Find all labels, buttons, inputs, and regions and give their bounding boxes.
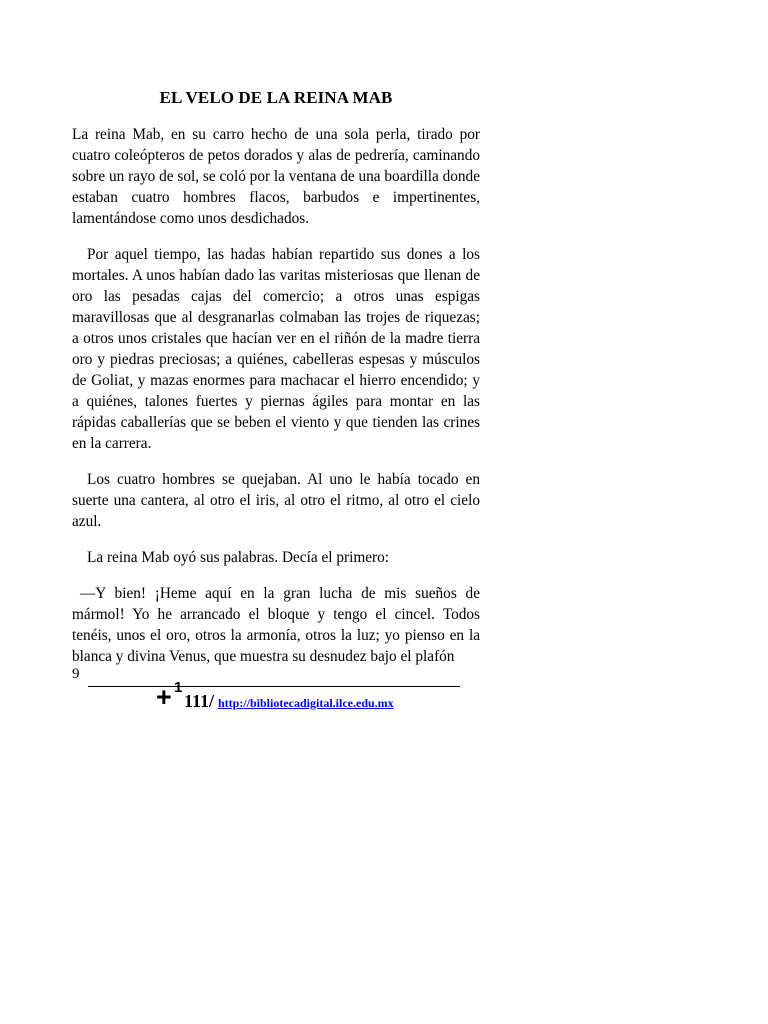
document-body [72, 124, 480, 682]
paragraph-3: Los cuatro hombres se quejaban. Al uno le había tocado en suerte una cantera, al otro el iris, al otro el ritmo, al otro el cielo azul. [72, 471, 480, 530]
publisher-logo-superscript: 1 [174, 679, 183, 696]
publisher-logo-number: 111/ [184, 691, 215, 711]
paragraph-2: Por aquel tiempo, las hadas habían repartido sus dones a los mortales. A unos habían dado las varitas misteriosas que llenan de oro las pesadas cajas del comercio; a otros unas espigas maravillosas que al desgranarlas colmaban las trojes de riquezas; a otros unos cristales que hacían ver en el riñón de la madre tierra oro y piedras preciosas; a quiénes, cabelleras espesas y músculos de Goliat, y mazas enormes para machacar el hierro encendido; y a quiénes, talones fuertes y piernas ágiles para montar en las rápidas caballerías que se beben el viento y que tienden las crines en la carrera. [72, 246, 480, 452]
publisher-logo-plus: + [156, 682, 172, 712]
footer-divider [88, 686, 460, 687]
paragraph-1: La reina Mab, en su carro hecho de una sola perla, tirado por cuatro coleópteros de petos dorados y alas de pedrería, caminando sobre un rayo de sol, se coló por la ventana de una boardilla donde estaban cuatro hombres flacos, barbudos e impertinentes, lamentándose como unos desdichados. [72, 126, 480, 227]
paragraph-4: La reina Mab oyó sus palabras. Decía el primero: [87, 549, 390, 566]
page-number: 9 [72, 666, 80, 682]
source-link[interactable]: http://bibliotecadigital.ilce.edu.mx [218, 696, 394, 710]
paragraph-5: —Y bien! ¡Heme aquí en la gran lucha de mis sueños de mármol! Yo he arrancado el bloque y tengo el cincel. Todos tenéis, unos el oro, otros la armonía, otros la luz; yo pienso en la blanca y divina Venus, que muestra su desnudez bajo el plafón [72, 585, 480, 665]
page-title: EL VELO DE LA REINA MAB [159, 88, 393, 107]
